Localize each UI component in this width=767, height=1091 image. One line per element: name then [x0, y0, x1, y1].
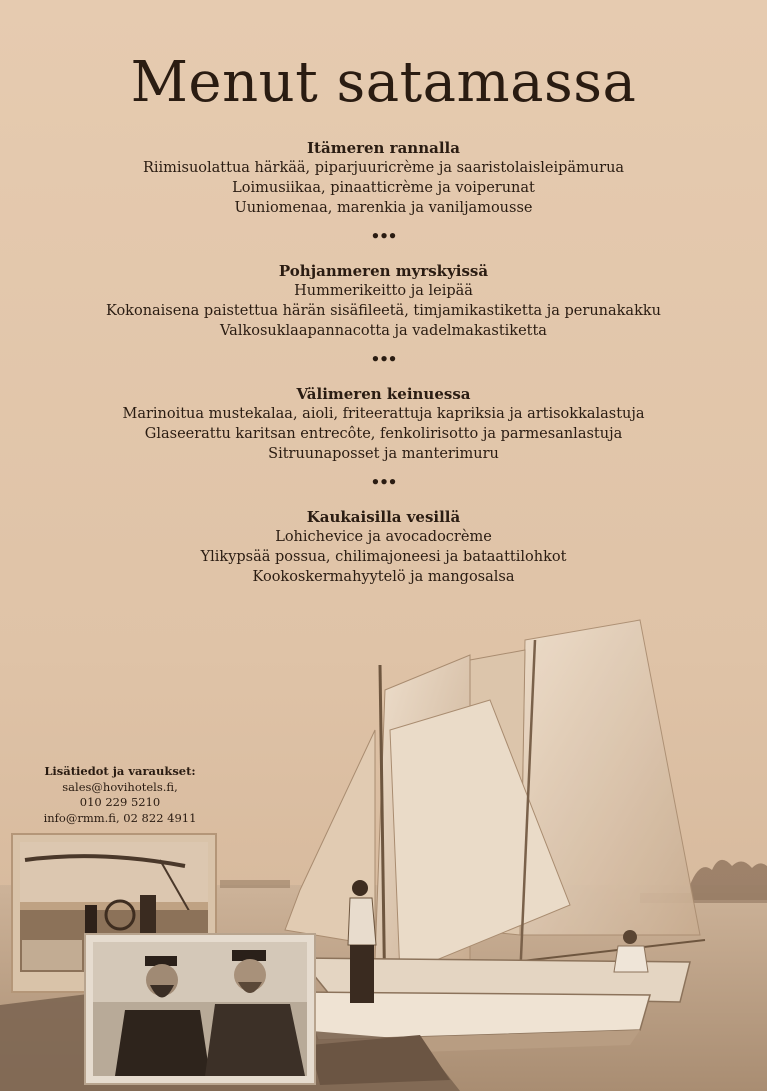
dish-line: Lohichevice ja avocadocrème [275, 529, 492, 545]
separator-dots: ••• [370, 473, 397, 491]
dish-line: Riimisuolattua härkää, piparjuuricrème ja saaristolaisleipämurua [142, 160, 625, 176]
contact-title: Lisätiedot ja varaukset: [44, 764, 196, 778]
dish-line: Ylikypsää possua, chilimajoneesi ja bataattilohkot [200, 549, 567, 565]
menu-list [0, 138, 767, 587]
dish-line: Uuniomenaa, marenkia ja vaniljamousse [234, 200, 533, 216]
contact-phone[interactable]: 010 229 5210 [79, 795, 161, 809]
dish-line: Hummerikeitto ja leipää [294, 283, 473, 299]
page-title: Menut satamassa [130, 50, 637, 115]
menu-title: Itämeren rannalla [307, 139, 460, 157]
menu-title: Pohjanmeren myrskyissä [278, 262, 489, 280]
dish-line: Kokonaisena paistettua härän sisäfileetä, timjamikastiketta ja perunakakku [106, 303, 661, 319]
dish-line: Loimusiikaa, pinaatticrème ja voiperunat [232, 180, 535, 196]
separator-dots: ••• [370, 350, 397, 368]
contact-info [30, 764, 210, 826]
dish-line: Glaseerattu karitsan entrecôte, fenkolirisotto ja parmesanlastuja [144, 426, 623, 442]
contact-email-sales[interactable]: sales@hovihotels.fi, [62, 779, 178, 794]
menu-section [0, 261, 767, 341]
menu-section [0, 507, 767, 587]
separator-dots: ••• [370, 227, 397, 245]
menu-title: Kaukaisilla vesillä [306, 508, 461, 526]
menu-section [0, 384, 767, 464]
dish-line: Sitruunaposset ja manterimuru [268, 446, 499, 462]
menu-section [0, 138, 767, 218]
menu-title: Välimeren keinuessa [296, 385, 471, 403]
dish-line: Marinoitua mustekalaa, aioli, friteerattuja kapriksia ja artisokkalastuja [122, 406, 645, 422]
dish-line: Valkosuklaapannacotta ja vadelmakastiketta [220, 323, 547, 339]
contact-email-info[interactable]: info@rmm.fi, 02 822 4911 [43, 810, 197, 825]
dish-line: Kookoskermahyytelö ja mangosalsa [252, 569, 515, 585]
